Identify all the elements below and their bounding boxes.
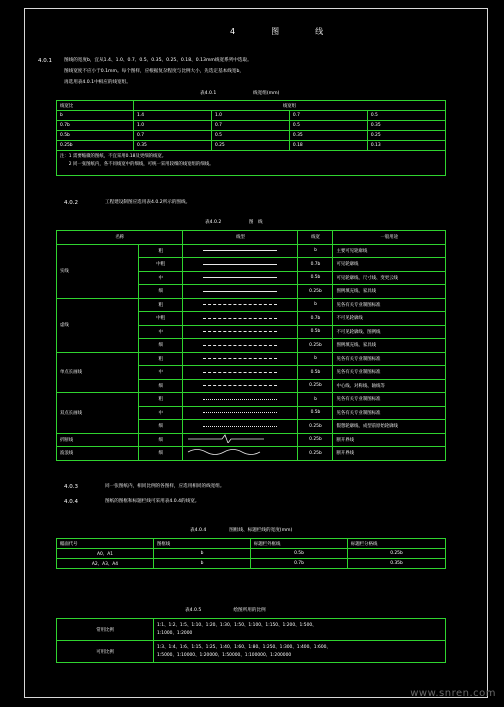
line-group-name: 双点长画线 (57, 393, 139, 434)
table-row: 可用比例 1:3、1:4、1:6、1:15、1:25、1:40、1:60、1:80、1:250、1:300、1:400、1:600、 1:5000、1:10000、1:20000、1:50000、1:100000、1:200000 (57, 641, 446, 663)
line-weight: 细 (138, 339, 183, 353)
scale-table (56, 618, 446, 663)
line-weight: 中粗 (138, 258, 183, 272)
line-sample (183, 447, 298, 461)
table-row: A2、A3、A4 b 0.7b 0.35b (57, 559, 446, 569)
dashdot-line-sample (203, 372, 277, 373)
line-width: 0.25b (298, 420, 333, 434)
solid-line-sample (203, 277, 277, 278)
text-line: 再选用表4.0.1中相应的线宽组。 (64, 80, 131, 85)
line-width: b (298, 393, 333, 407)
line-width: 0.25b (298, 433, 333, 447)
line-width: 0.25b (298, 447, 333, 461)
line-sample (183, 433, 298, 447)
line-usage: 见各有关专业制图标准 (333, 393, 446, 407)
line-weight: 细 (138, 379, 183, 393)
line-sample (183, 406, 298, 420)
line-group-name: 波浪线 (57, 447, 139, 461)
line-usage: 中心线、对称线、轴线等 (333, 379, 446, 393)
table-row (57, 393, 446, 407)
line-sample (183, 271, 298, 285)
line-weight: 细 (138, 420, 183, 434)
wave-line-sample (186, 447, 266, 457)
line-usage: 断开界线 (333, 433, 446, 447)
break-line-sample (186, 434, 266, 443)
dashdot-line-sample (203, 385, 277, 386)
table-note (57, 151, 446, 176)
line-width: 0.25b (298, 339, 333, 353)
section-text (64, 55, 252, 88)
line-sample (183, 352, 298, 366)
dash-line-sample (203, 318, 277, 319)
line-sample (183, 244, 298, 258)
line-sample (183, 379, 298, 393)
line-width: b (298, 352, 333, 366)
note-line: 2 同一张图纸内，各不同线宽中的细线，可统一采用较细的线宽组的细线。 (60, 162, 214, 167)
line-usage: 见各有关专业制图标准 (333, 352, 446, 366)
line-usage: 图例填充线、家具线 (333, 339, 446, 353)
line-usage: 假想轮廓线、成型前原始轮廓线 (333, 420, 446, 434)
line-width: 0.25b (298, 379, 333, 393)
table-header: 幅面代号 (57, 539, 154, 549)
line-usage: 不可见轮廓线 (333, 312, 446, 326)
watermark: www.snren.com (410, 688, 496, 699)
line-width-table (56, 100, 446, 176)
line-width: b (298, 298, 333, 312)
section-number: 4.0.2 (64, 200, 78, 206)
table-header: 标题栏外框线 (251, 539, 348, 549)
table-header: 标题栏分格线 (348, 539, 446, 549)
table-row (57, 298, 446, 312)
table-row: 0.25b 0.35 0.25 0.18 0.13 (57, 141, 446, 151)
line-weight: 细 (138, 447, 183, 461)
section-text: 图纸的图框和标题栏线可采用表4.0.4的线宽。 (105, 499, 200, 504)
table-row (57, 447, 446, 461)
section-number: 4.0.3 (64, 484, 78, 490)
table-header: 图框线 (154, 539, 251, 549)
section-text: 同一张图纸内，相同比例的各图样，应选用相同的线宽组。 (105, 484, 225, 489)
table-caption: 表4.0.4 图框线、标题栏线的宽度(mm) (190, 528, 293, 533)
table-row: 常用比例 1:1、1:2、1:5、1:10、1:20、1:30、1:50、1:100、1:150、1:200、1:500、 1:1000、1:2000 (57, 619, 446, 641)
ddot-line-sample (203, 399, 277, 400)
line-width: b (298, 244, 333, 258)
line-weight: 粗 (138, 352, 183, 366)
table-header: 线宽组 (134, 101, 446, 111)
dash-line-sample (203, 331, 277, 332)
line-type-table (56, 230, 446, 461)
line-weight: 中 (138, 406, 183, 420)
solid-line-sample (203, 250, 277, 251)
line-weight: 粗 (138, 298, 183, 312)
section-number: 4.0.4 (64, 499, 78, 505)
table-header: 线型 (183, 231, 298, 245)
table-row: b 1.4 1.0 0.7 0.5 (57, 111, 446, 121)
solid-line-sample (203, 291, 277, 292)
table-row (57, 244, 446, 258)
table-header: 线宽 (298, 231, 333, 245)
note-line: 注：1 需要缩微的图纸，不宜采用0.18及更细的线宽。 (60, 154, 167, 159)
frame-line-table (56, 538, 446, 569)
table-caption: 表4.0.2 图 线 (205, 220, 263, 225)
solid-line-sample (203, 264, 277, 265)
table-header: 一般用途 (333, 231, 446, 245)
line-width: 0.5b (298, 271, 333, 285)
text-line: 图线的宽度b，宜从1.4、1.0、0.7、0.5、0.35、0.25、0.18、0.13mm线宽系列中选取。 (64, 58, 252, 63)
line-weight: 中粗 (138, 312, 183, 326)
table-caption: 表4.0.5 绘图所用的比例 (185, 608, 266, 613)
line-sample (183, 325, 298, 339)
line-usage: 不可见轮廓线、图例线 (333, 325, 446, 339)
line-weight: 粗 (138, 393, 183, 407)
line-sample (183, 420, 298, 434)
line-usage: 主要可见轮廓线 (333, 244, 446, 258)
line-width: 0.5b (298, 366, 333, 380)
line-weight: 中 (138, 366, 183, 380)
line-width: 0.5b (298, 406, 333, 420)
table-header: 名称 (57, 231, 183, 245)
line-sample (183, 298, 298, 312)
line-width: 0.7b (298, 258, 333, 272)
line-width: 0.25b (298, 285, 333, 299)
table-row: 0.7b 1.0 0.7 0.5 0.35 (57, 121, 446, 131)
line-weight: 中 (138, 325, 183, 339)
line-sample (183, 258, 298, 272)
line-group-name: 虚线 (57, 298, 139, 352)
ddot-line-sample (203, 426, 277, 427)
line-weight: 细 (138, 433, 183, 447)
line-usage: 见各有关专业制图标准 (333, 298, 446, 312)
dashdot-line-sample (203, 358, 277, 359)
line-group-name: 单点长画线 (57, 352, 139, 393)
table-row (57, 433, 446, 447)
table-row: 0.5b 0.7 0.5 0.35 0.25 (57, 131, 446, 141)
line-usage: 见各有关专业制图标准 (333, 366, 446, 380)
line-width: 0.5b (298, 325, 333, 339)
ddot-line-sample (203, 412, 277, 413)
line-usage: 断开界线 (333, 447, 446, 461)
line-usage: 图例填充线、家具线 (333, 285, 446, 299)
table-caption: 表4.0.1 线宽组(mm) (200, 91, 280, 96)
line-sample (183, 312, 298, 326)
line-usage: 可见轮廓线 (333, 258, 446, 272)
table-row (57, 352, 446, 366)
line-group-name: 实线 (57, 244, 139, 298)
line-usage: 见各有关专业制图标准 (333, 406, 446, 420)
table-header: 线宽比 (57, 101, 134, 111)
line-sample (183, 285, 298, 299)
section-number: 4.0.1 (38, 58, 52, 64)
line-weight: 细 (138, 285, 183, 299)
line-width: 0.7b (298, 312, 333, 326)
table-row: A0、A1 b 0.5b 0.25b (57, 549, 446, 559)
line-usage: 可见轮廓线、尺寸线、变更云线 (333, 271, 446, 285)
page-title: 4 图 线 (230, 27, 338, 36)
section-text: 工程建设制图应选用表4.0.2所示的图线。 (105, 200, 191, 205)
line-group-name: 折断线 (57, 433, 139, 447)
line-sample (183, 393, 298, 407)
dash-line-sample (203, 345, 277, 346)
line-weight: 中 (138, 271, 183, 285)
text-line: 图线宽度不应小于0.1mm。每个图样，应根据复杂程度与比例大小，先选定基本线宽b， (64, 69, 244, 74)
line-weight: 粗 (138, 244, 183, 258)
line-sample (183, 366, 298, 380)
line-sample (183, 339, 298, 353)
dash-line-sample (203, 304, 277, 305)
